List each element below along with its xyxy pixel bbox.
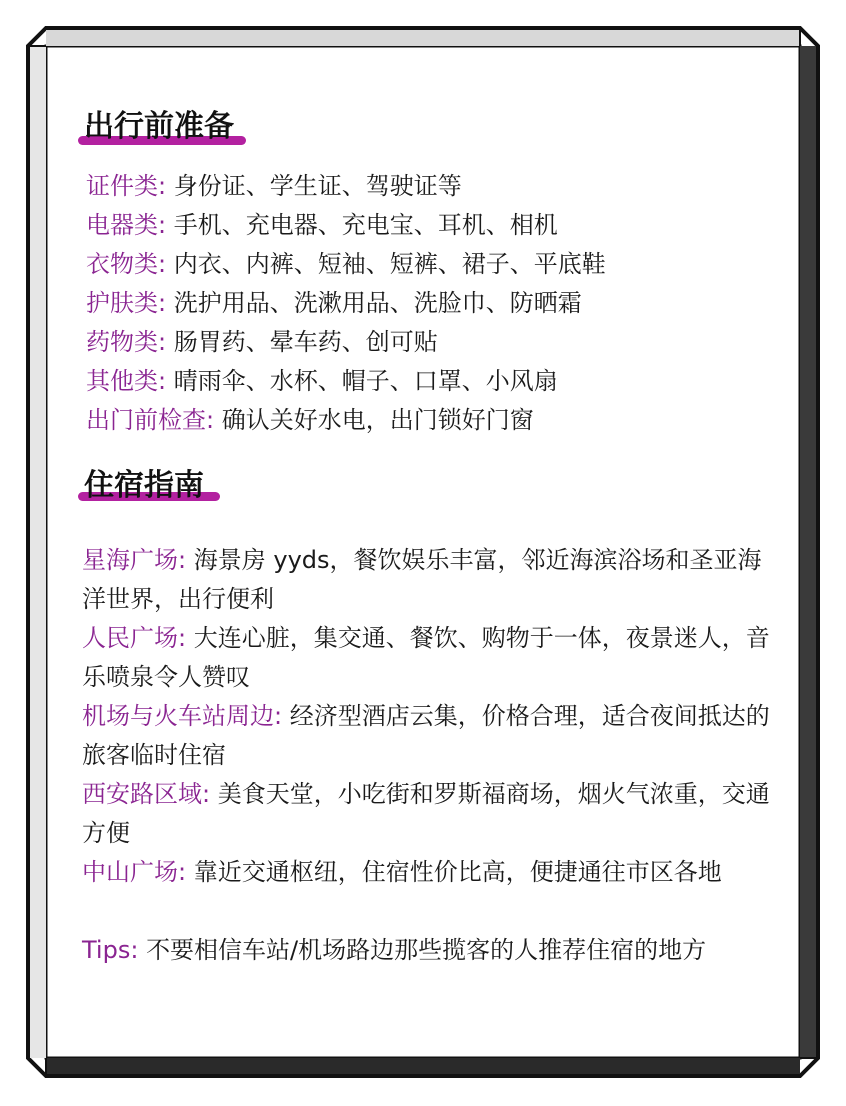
frame-shade-left bbox=[30, 46, 46, 1058]
list-item: 星海广场: 海景房 yyds，餐饮娱乐丰富，邻近海滨浴场和圣亚海洋世界，出行便利 bbox=[82, 546, 762, 613]
list-item: 药物类: 肠胃药、晕车药、创可贴 bbox=[86, 328, 438, 356]
list-item: 机场与火车站周边: 经济型酒店云集，价格合理，适合夜间抵达的旅客临时住宿 bbox=[82, 702, 770, 769]
frame-shade-bottom bbox=[46, 1058, 800, 1074]
list-item: 护肤类: 洗护用品、洗漱用品、洗脸巾、防晒霜 bbox=[86, 289, 582, 317]
list-item: 出门前检查: 确认关好水电，出门锁好门窗 bbox=[86, 406, 534, 434]
list-item: 电器类: 手机、充电器、充电宝、耳机、相机 bbox=[86, 211, 558, 239]
section-title-lodging: 住宿指南 bbox=[84, 468, 204, 503]
frame-shade-right bbox=[800, 46, 816, 1058]
list-item: 人民广场: 大连心脏，集交通、餐饮、购物于一体，夜景迷人，音乐喷泉令人赞叹 bbox=[82, 624, 770, 691]
section-title-prep: 出行前准备 bbox=[84, 109, 234, 144]
list-item: 其他类: 晴雨伞、水杯、帽子、口罩、小风扇 bbox=[86, 367, 558, 395]
tips-item: Tips: 不要相信车站/机场路边那些揽客的人推荐住宿的地方 bbox=[82, 936, 707, 964]
frame-shade-top bbox=[46, 30, 800, 46]
list-item: 衣物类: 内衣、内裤、短袖、短裤、裙子、平底鞋 bbox=[86, 250, 606, 278]
list-item: 中山广场: 靠近交通枢纽，住宿性价比高，便捷通往市区各地 bbox=[82, 858, 722, 886]
list-item: 证件类: 身份证、学生证、驾驶证等 bbox=[86, 172, 462, 200]
list-item: 西安路区域: 美食天堂，小吃街和罗斯福商场，烟火气浓重，交通方便 bbox=[82, 780, 770, 847]
